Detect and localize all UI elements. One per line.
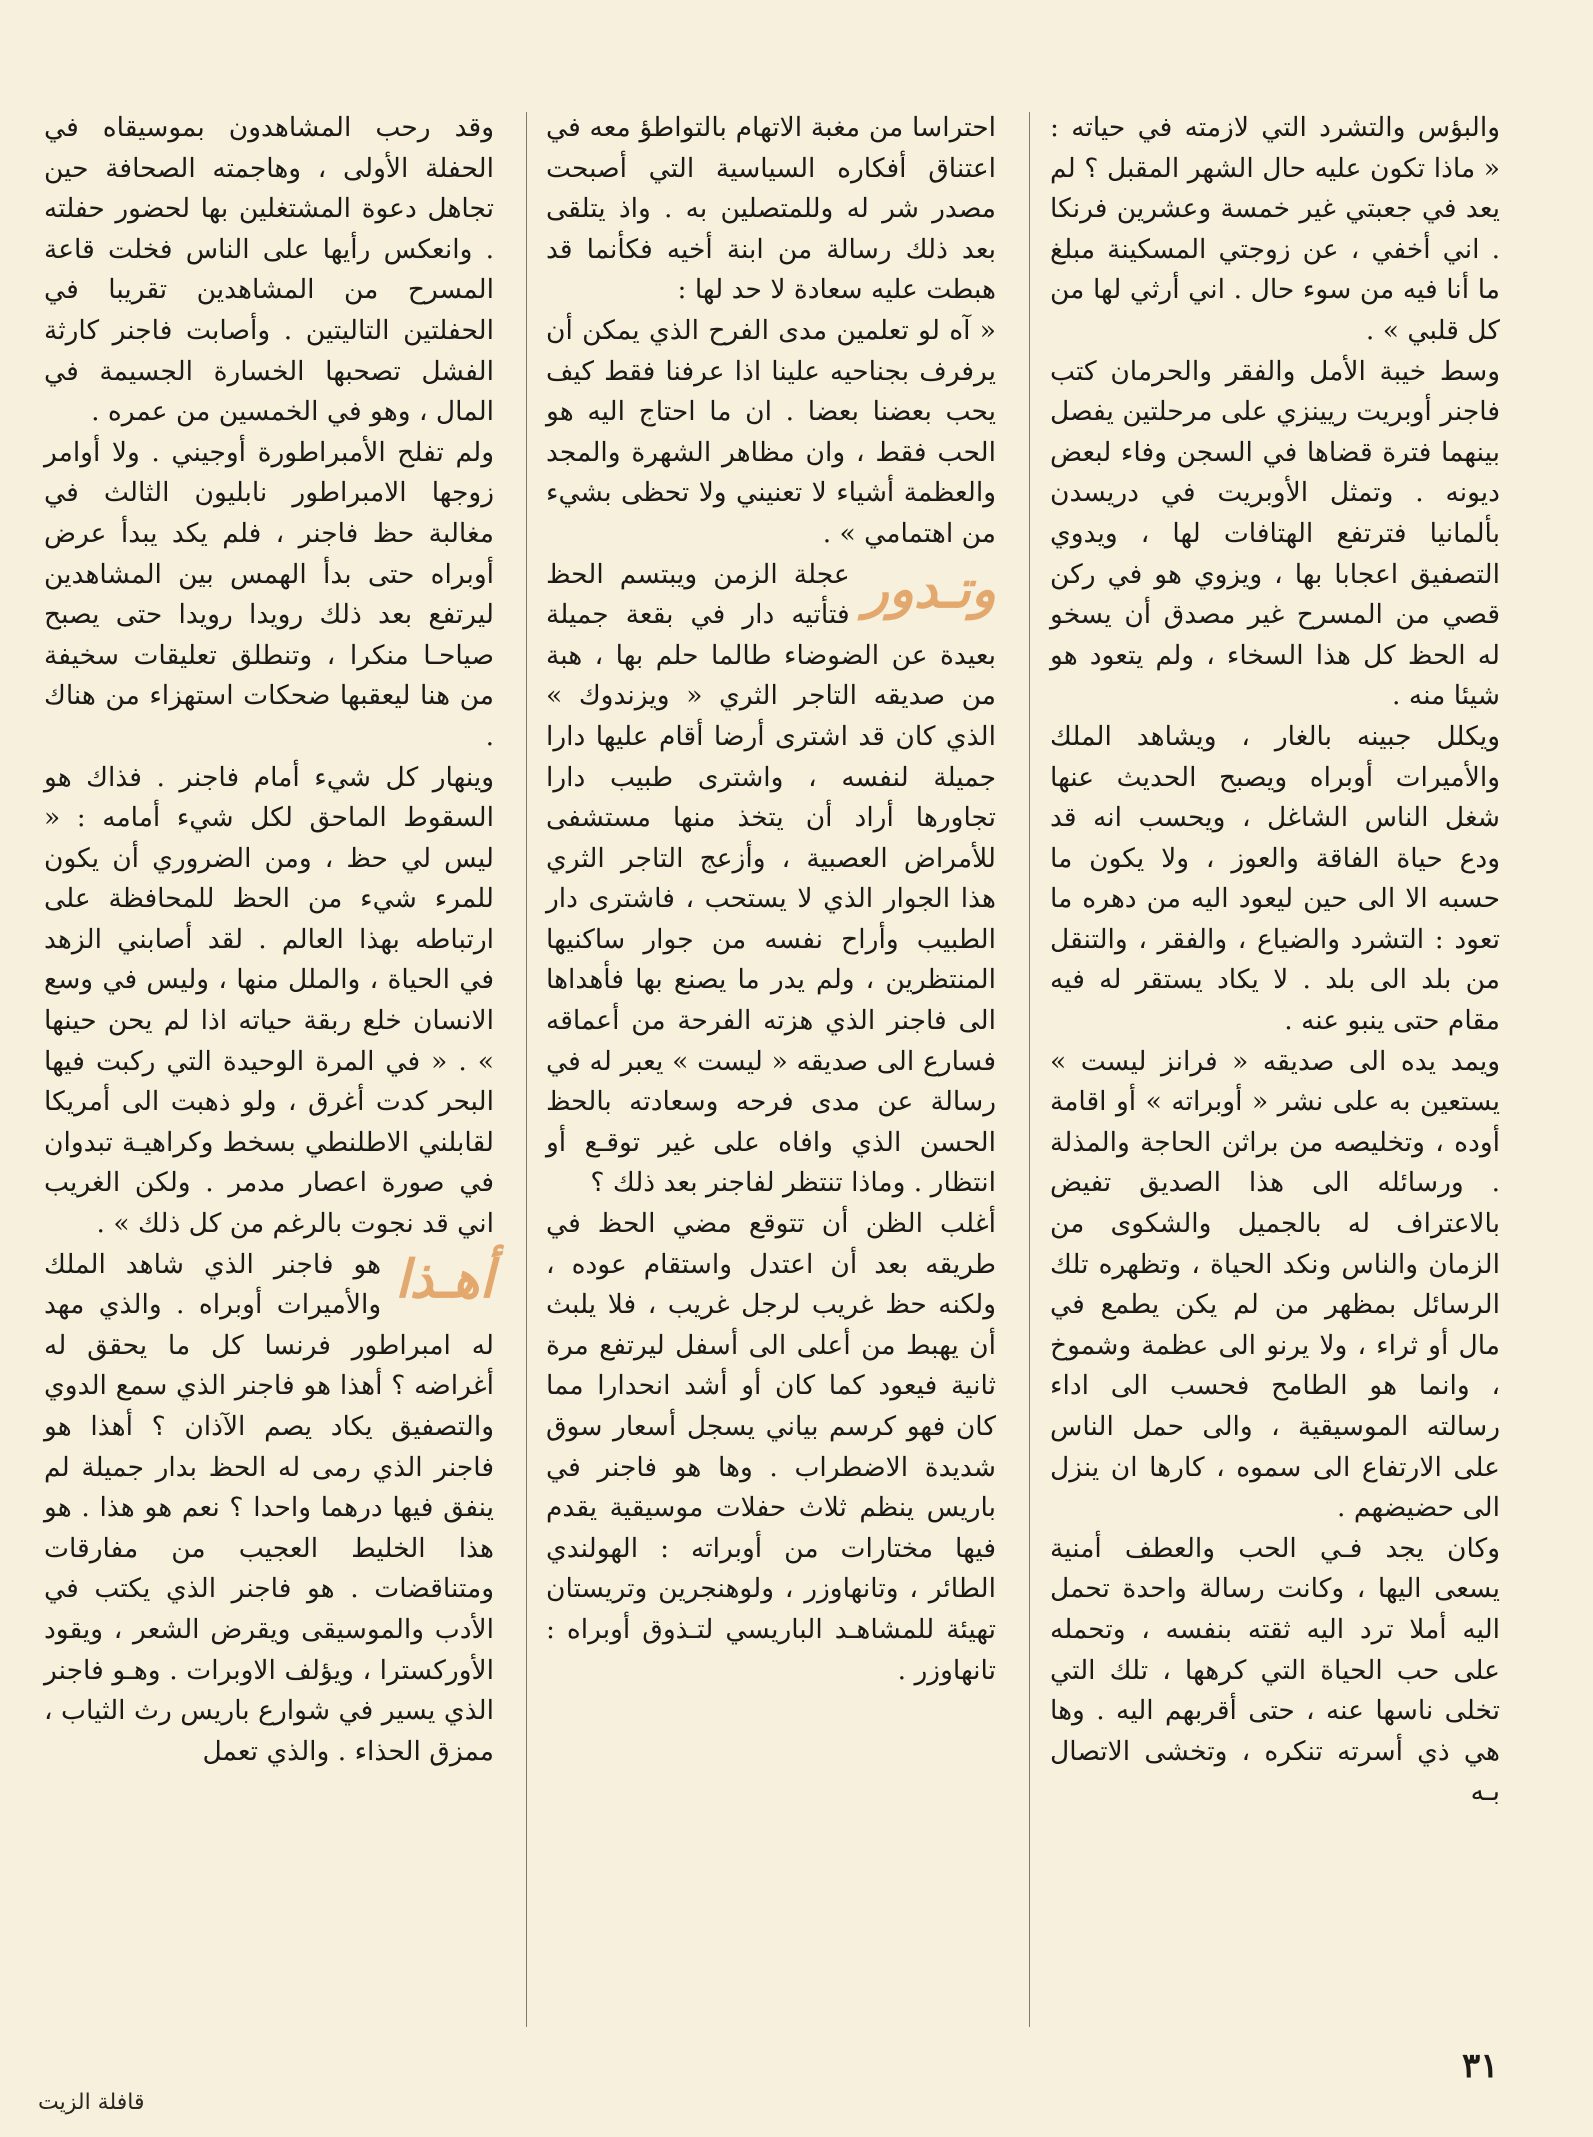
paragraph: ولم تفلح الأمبراطورة أوجيني . ولا أوامر زوجها الامبراطور نابليون الثالث في مغالبة حظ فاجنر ، فلم يكد يبدأ عرض أوبراه حتى بدأ الهمس بين المشاهدين ليرتفع بعد ذلك رويدا رويدا حتى يصبح صياحـا منكرا ، وتنطلق تعليقات سخيفة من هنا ليعقبها ضحكات استهزاء من هناك . <box>44 436 494 752</box>
paragraph-text: هو فاجنر الذي شاهد الملك والأميرات أوبراه . والذي مهد له امبراطور فرنسا كل ما يحقق له أغراضه ؟ أهذا هو فاجنر الذي سمع الدوي والتصفيق يكاد يصم الآذان ؟ أهذا هو فاجنر الذي رمى له الحظ بدار جميلة لم ينفق فيها درهما واحدا ؟ نعم هو هذا . هو هذا الخليط العجيب من مفارقات ومتناقضات . هو فاجنر الذي يكتب في الأدب والموسيقى ويقرض الشعر ، ويقود الأوركسترا ، ويؤلف الاوبرات . وهـو فاجنر الذي يسير في شوارع باريس رث الثياب ، ممزق الحذاء . والذي تعمل <box>44 1248 494 1767</box>
paragraph: وقد رحب المشاهدون بموسيقاه في الحفلة الأولى ، وهاجمته الصحافة حين تجاهل دعوة المشتغلين بها لحضور حفلته . وانعكس رأيها على الناس فخلت قاعة المسرح من المشاهدين تقريبا في الحفلتين التاليتين . وأصابت فاجنر كارثة الفشل تصحبها الخسارة الجسيمة في المال ، وهو في الخمسين من عمره . <box>44 112 494 428</box>
article-column-middle <box>546 108 996 1691</box>
article-column-right <box>1050 108 1500 1813</box>
paragraph <box>546 555 996 1205</box>
paragraph-text: عجلة الزمن ويبتسم الحظ فتأتيه دار في بقعة جميلة بعيدة عن الضوضاء طالما حلم بها ، هبة من صديقه التاجر الثري « ويزندوك » الذي كان قد اشترى أرضا أقام عليها دارا جميلة لنفسه ، واشترى طبيب دارا تجاورها أراد أن يتخذ منها مستشفى للأمراض العصبية ، وأزعج التاجر الثري هذا الجوار الذي لا يستحب ، فاشترى دار الطبيب وأراح نفسه من جوار ساكنيها المنتظرين ، ولم يدر ما يصنع بها فأهداها الى فاجنر الذي هزته الفرحة من أعماقه فسارع الى صديقه « ليست » يعبر له في رسالة عن مدى فرحه وسعادته بالحظ الحسن الذي وافاه على غير توقـع أو انتظار . وماذا تنتظر لفاجنر بعد ذلك ؟ <box>546 558 996 1199</box>
paragraph: ويمد يده الى صديقه « فرانز ليست » يستعين به على نشر « أوبراته » أو اقامة أوده ، وتخليصه من براثن الحاجة والمذلة . ورسائله الى هذا الصديق تفيض بالاعتراف له بالجميل والشكوى من الزمان والناس ونكد الحياة ، وتظهره تلك الرسائل بمظهر من لم يكن يطمع في مال أو ثراء ، ولا يرنو الى عظمة وشموخ ، وانما هو الطامح فحسب الى اداء رسالته الموسيقية ، والى حمل الناس على الارتفاع الى سموه ، كارها ان ينزل الى حضيضهم . <box>1050 1045 1500 1524</box>
column-divider <box>526 112 527 2027</box>
paragraph: « آه لو تعلمين مدى الفرح الذي يمكن أن يرفرف بجناحيه علينا اذا عرفنا فقط كيف يحب بعضنا بعضا . ان ما احتاج اليه هو الحب فقط ، وان مظاهر الشهرة والمجد والعظمة أشياء لا تعنيني ولا تحظى بشيء من اهتمامي » . <box>546 314 996 549</box>
paragraph: وسط خيبة الأمل والفقر والحرمان كتب فاجنر أوبريت ريينزي على مرحلتين يفصل بينهما فترة قضاها في السجن وفاء لبعض ديونه . وتمثل الأوبريت في دريسدن بألمانيا فترتفع الهتافات لها ، ويدوي التصفيق اعجابا بها ، ويزوي هو في ركن قصي من المسرح غير مصدق أن يسخو له الحظ كل هذا السخاء ، ولم يتعود هو شيئا منه . <box>1050 355 1500 712</box>
paragraph: وينهار كل شيء أمام فاجنر . فذاك هو السقوط الماحق لكل شيء أمامه : « ليس لي حظ ، ومن الضروري أن يكون للمرء شيء من الحظ للمحافظة على ارتباطه بهذا العالم . لقد أصابني الزهد في الحياة ، والملل منها ، وليس في وسع الانسان خلع ربقة حياته اذا لم يحن حينها » . « في المرة الوحيدة التي ركبت فيها البحر كدت أغرق ، ولو ذهبت الى أمريكا لقابلني الاطلنطي بسخط وكراهيـة تبدوان في صورة اعصار مدمر . ولكن الغريب اني قد نجوت بالرغم من كل ذلك » . <box>44 761 494 1240</box>
section-lead-word: وتـدور <box>863 559 996 620</box>
article-column-left <box>44 108 494 1772</box>
paragraph: احتراسا من مغبة الاتهام بالتواطؤ معه في اعتناق أفكاره السياسية التي أصبحت مصدر شر له وللمتصلين به . واذ يتلقى بعد ذلك رسالة من ابنة أخيه فكأنما قد هبطت عليه سعادة لا حد لها : <box>546 112 996 306</box>
paragraph: وكان يجد فـي الحب والعطف أمنية يسعى اليها ، وكانت رسالة واحدة تحمل اليه أملا ترد اليه ثقته بنفسه ، وتحمله على حب الحياة التي كرهها ، تلك التي تخلى ناسها عنه ، حتى أقربهم اليه . وها هي ذي أسرته تنكره ، وتخشى الاتصال بـه <box>1050 1532 1500 1808</box>
magazine-name: قافلة الزيت <box>38 2090 145 2115</box>
paragraph <box>44 1245 494 1773</box>
paragraph: والبؤس والتشرد التي لازمته في حياته : « ماذا تكون عليه حال الشهر المقبل ؟ لم يعد في جعبتي غير خمسة وعشرين فرنكا . اني أخفي ، عن زوجتي المسكينة مبلغ ما أنا فيه من سوء حال . اني أرثي لها من كل قلبي » . <box>1050 112 1500 346</box>
paragraph: أغلب الظن أن تتوقع مضي الحظ في طريقه بعد أن اعتدل واستقام عوده ، ولكنه حظ غريب لرجل غريب ، فلا يلبث أن يهبط من أعلى الى أسفل ليرتفع مرة ثانية فيعود كما كان أو أشد انحدارا مما كان فهو كرسم بياني يسجل أسعار سوق شديدة الاضطراب . وها هو فاجنر في باريس ينظم ثلاث حفلات موسيقية يقدم فيها مختارات من أوبراته : الهولندي الطائر ، وتانهاوزر ، ولوهنجرين وتريستان تهيئة للمشاهـد الباريسي لتـذوق أوبراه : تانهاوزر . <box>546 1208 996 1686</box>
paragraph: ويكلل جبينه بالغار ، ويشاهد الملك والأميرات أوبراه ويصبح الحديث عنها شغل الناس الشاغل ، ويحسب انه قد ودع حياة الفاقة والعوز ، ولا يكون ما حسبه الا الى حين ليعود اليه من دهره ما تعود : التشرد والضياع ، والفقر ، والتنقل من بلد الى بلد . لا يكاد يستقر له فيه مقام حتى ينبو عنه . <box>1050 720 1500 1037</box>
section-lead-word: أهـذا <box>395 1249 494 1310</box>
column-divider <box>1029 112 1030 2027</box>
page-number: ٣١ <box>1462 2046 1499 2086</box>
